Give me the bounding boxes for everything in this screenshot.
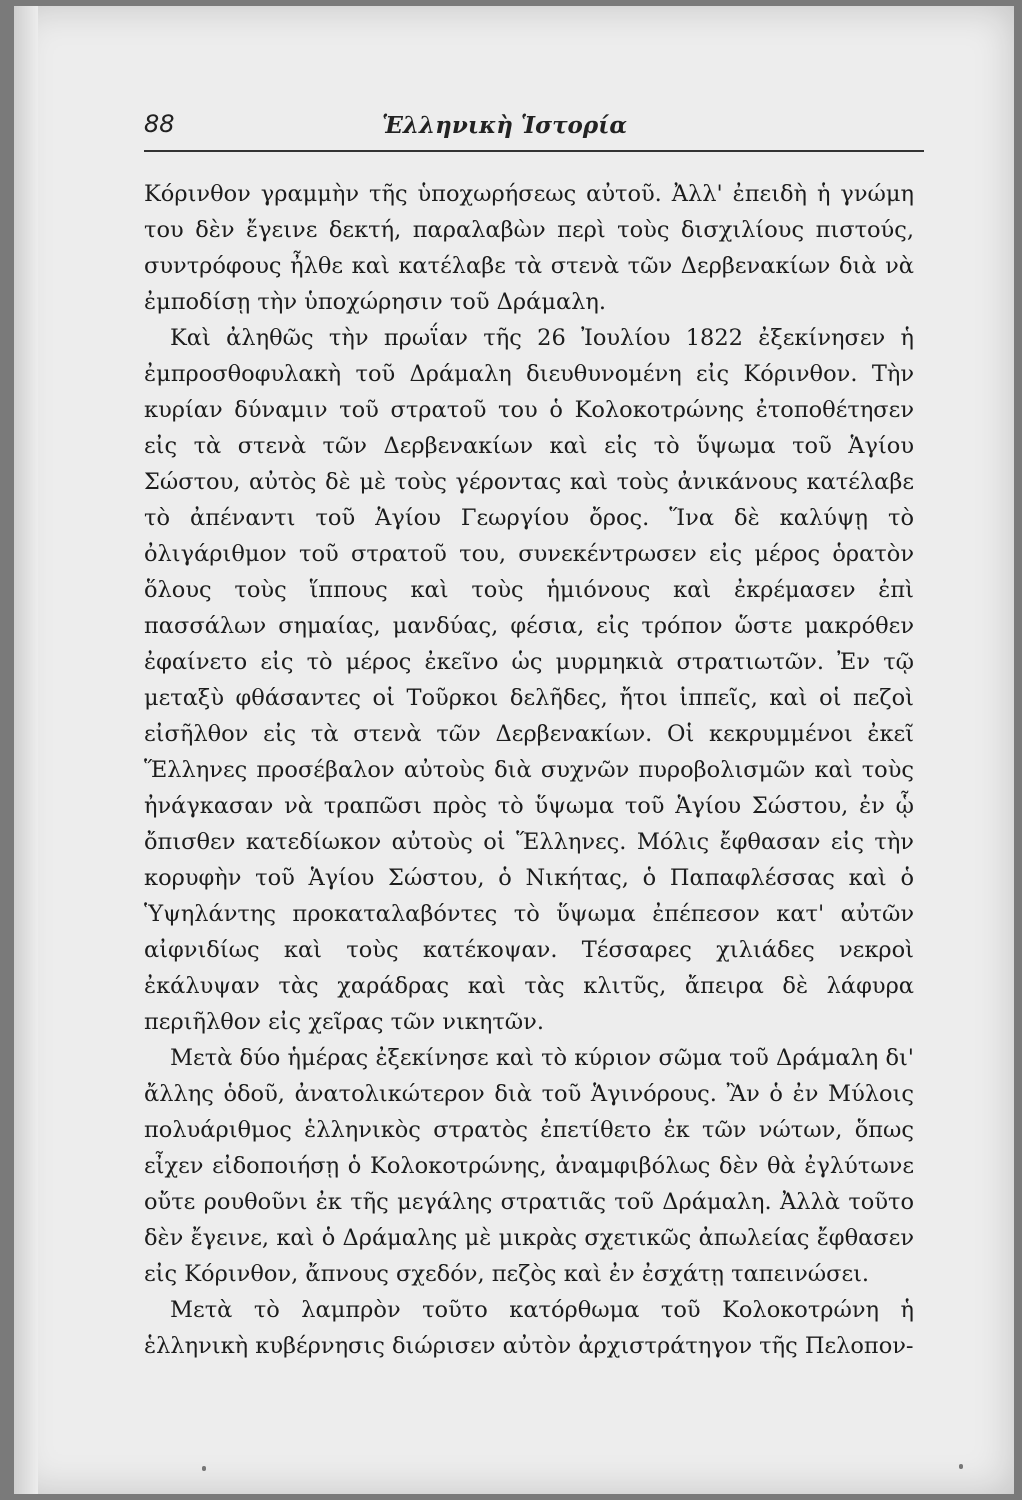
- paragraph-2: Καὶ ἀληθῶς τὴν πρωΐαν τῆς 26 Ἰουλίου 1822 ἐξεκίνησεν ἡ ἐμπροσθοφυλακὴ τοῦ Δράμαλη διευθυνομένη εἰς Κόρινθον. Τὴν κυρίαν δύναμιν τοῦ στρατοῦ του ὁ Κολοκοτρώνης ἐτοποθέτησεν εἰς τὰ στενὰ τῶν Δερβενακίων καὶ εἰς τὸ ὕψωμα τοῦ Ἁγίου Σώστου, αὐτὸς δὲ μὲ τοὺς γέροντας καὶ τοὺς ἀνικάνους κατέλαβε τὸ ἀπέναντι τοῦ Ἁγίου Γεωργίου ὄρος. Ἵνα δὲ καλύψῃ τὸ ὀλιγάριθμον τοῦ στρατοῦ του, συνεκέντρωσεν εἰς μέρος ὁρατὸν ὅλους τοὺς ἵππους καὶ τοὺς ἡμιόνους καὶ ἐκρέμασεν ἐπὶ πασσάλων σημαίας, μανδύας, φέσια, εἰς τρόπον ὥστε μακρόθεν ἐφαίνετο εἰς τὸ μέρος ἐκεῖνο ὡς μυρμηκιὰ στρατιωτῶν. Ἐν τῷ μεταξὺ φθάσαντες οἱ Τοῦρκοι δελῆδες, ἤτοι ἱππεῖς, καὶ οἱ πεζοὶ εἰσῆλθον εἰς τὰ στενὰ τῶν Δερβενακίων. Οἱ κεκρυμμένοι ἐκεῖ Ἕλληνες προσέβαλον αὐτοὺς διὰ συχνῶν πυροβολισμῶν καὶ τοὺς ἠνάγκασαν νὰ τραπῶσι πρὸς τὸ ὕψωμα τοῦ Ἁγίου Σώστου, ἐν ᾧ ὄπισθεν κατεδίωκον αὐτοὺς οἱ Ἕλληνες. Μόλις ἔφθασαν εἰς τὴν κορυφὴν τοῦ Ἁγίου Σώστου, ὁ Νικήτας, ὁ Παπαφλέσσας καὶ ὁ Ὑψηλάντης προκαταλαβόντες τὸ ὕψωμα ἐπέπεσον κατ' αὐτῶν αἰφνιδίως καὶ τοὺς κατέκοψαν. Τέσσαρες χιλιάδες νεκροὶ ἐκάλυψαν τὰς χαράδρας καὶ τὰς κλιτῦς, ἄπειρα δὲ λάφυρα περιῆλθον εἰς χεῖρας τῶν νικητῶν.: [144, 325, 914, 1035]
- paper-speck: [202, 1466, 206, 1471]
- paragraph-3: Μετὰ δύο ἡμέρας ἐξεκίνησε καὶ τὸ κύριον σῶμα τοῦ Δράμαλη δι' ἄλλης ὁδοῦ, ἀνατολικώτερον διὰ τοῦ Ἁγινόρους. Ἂν ὁ ἐν Μύλοις πολυάριθμος ἑλληνικὸς στρατὸς ἐπετίθετο ἐκ τῶν νώτων, ὅπως εἶχεν εἰδοποιήσῃ ὁ Κολοκοτρώνης, ἀναμφιβόλως δὲν θὰ ἐγλύτωνε οὔτε ρουθοῦνι ἐκ τῆς μεγάλης στρατιᾶς τοῦ Δράμαλη. Ἀλλὰ τοῦτο δὲν ἔγεινε, καὶ ὁ Δράμαλης μὲ μικρὰς σχετικῶς ἀπωλείας ἔφθασεν εἰς Κόρινθον, ἄπνους σχεδόν, πεζὸς καὶ ἐν ἐσχάτῃ ταπεινώσει.: [144, 1045, 914, 1287]
- paragraph-4: Μετὰ τὸ λαμπρὸν τοῦτο κατόρθωμα τοῦ Κολοκοτρώνη ἡ ἑλληνικὴ κυβέρνησις διώρισεν αὐτὸν ἀρχιστράτηγον τῆς Πελοπον-: [144, 1297, 914, 1359]
- header-rule: [144, 150, 924, 152]
- book-page: [14, 6, 1014, 1494]
- running-title: Ἑλληνικὴ Ἱστορία: [382, 112, 628, 139]
- paper-speck: [959, 1464, 963, 1469]
- paragraph-1: Κόρινθον γραμμὴν τῆς ὑποχωρήσεως αὐτοῦ. Ἀλλ' ἐπειδὴ ἡ γνώμη του δὲν ἔγεινε δεκτή, παραλαβὼν περὶ τοὺς δισχιλίους πιστούς, συντρόφους ἦλθε καὶ κατέλαβε τὰ στενὰ τῶν Δερβενακίων διὰ νὰ ἐμποδίσῃ τὴν ὑποχώρησιν τοῦ Δράμαλη.: [144, 181, 914, 315]
- page-number: 88: [144, 110, 175, 138]
- page-header: [144, 104, 924, 152]
- body-text: [144, 176, 914, 1364]
